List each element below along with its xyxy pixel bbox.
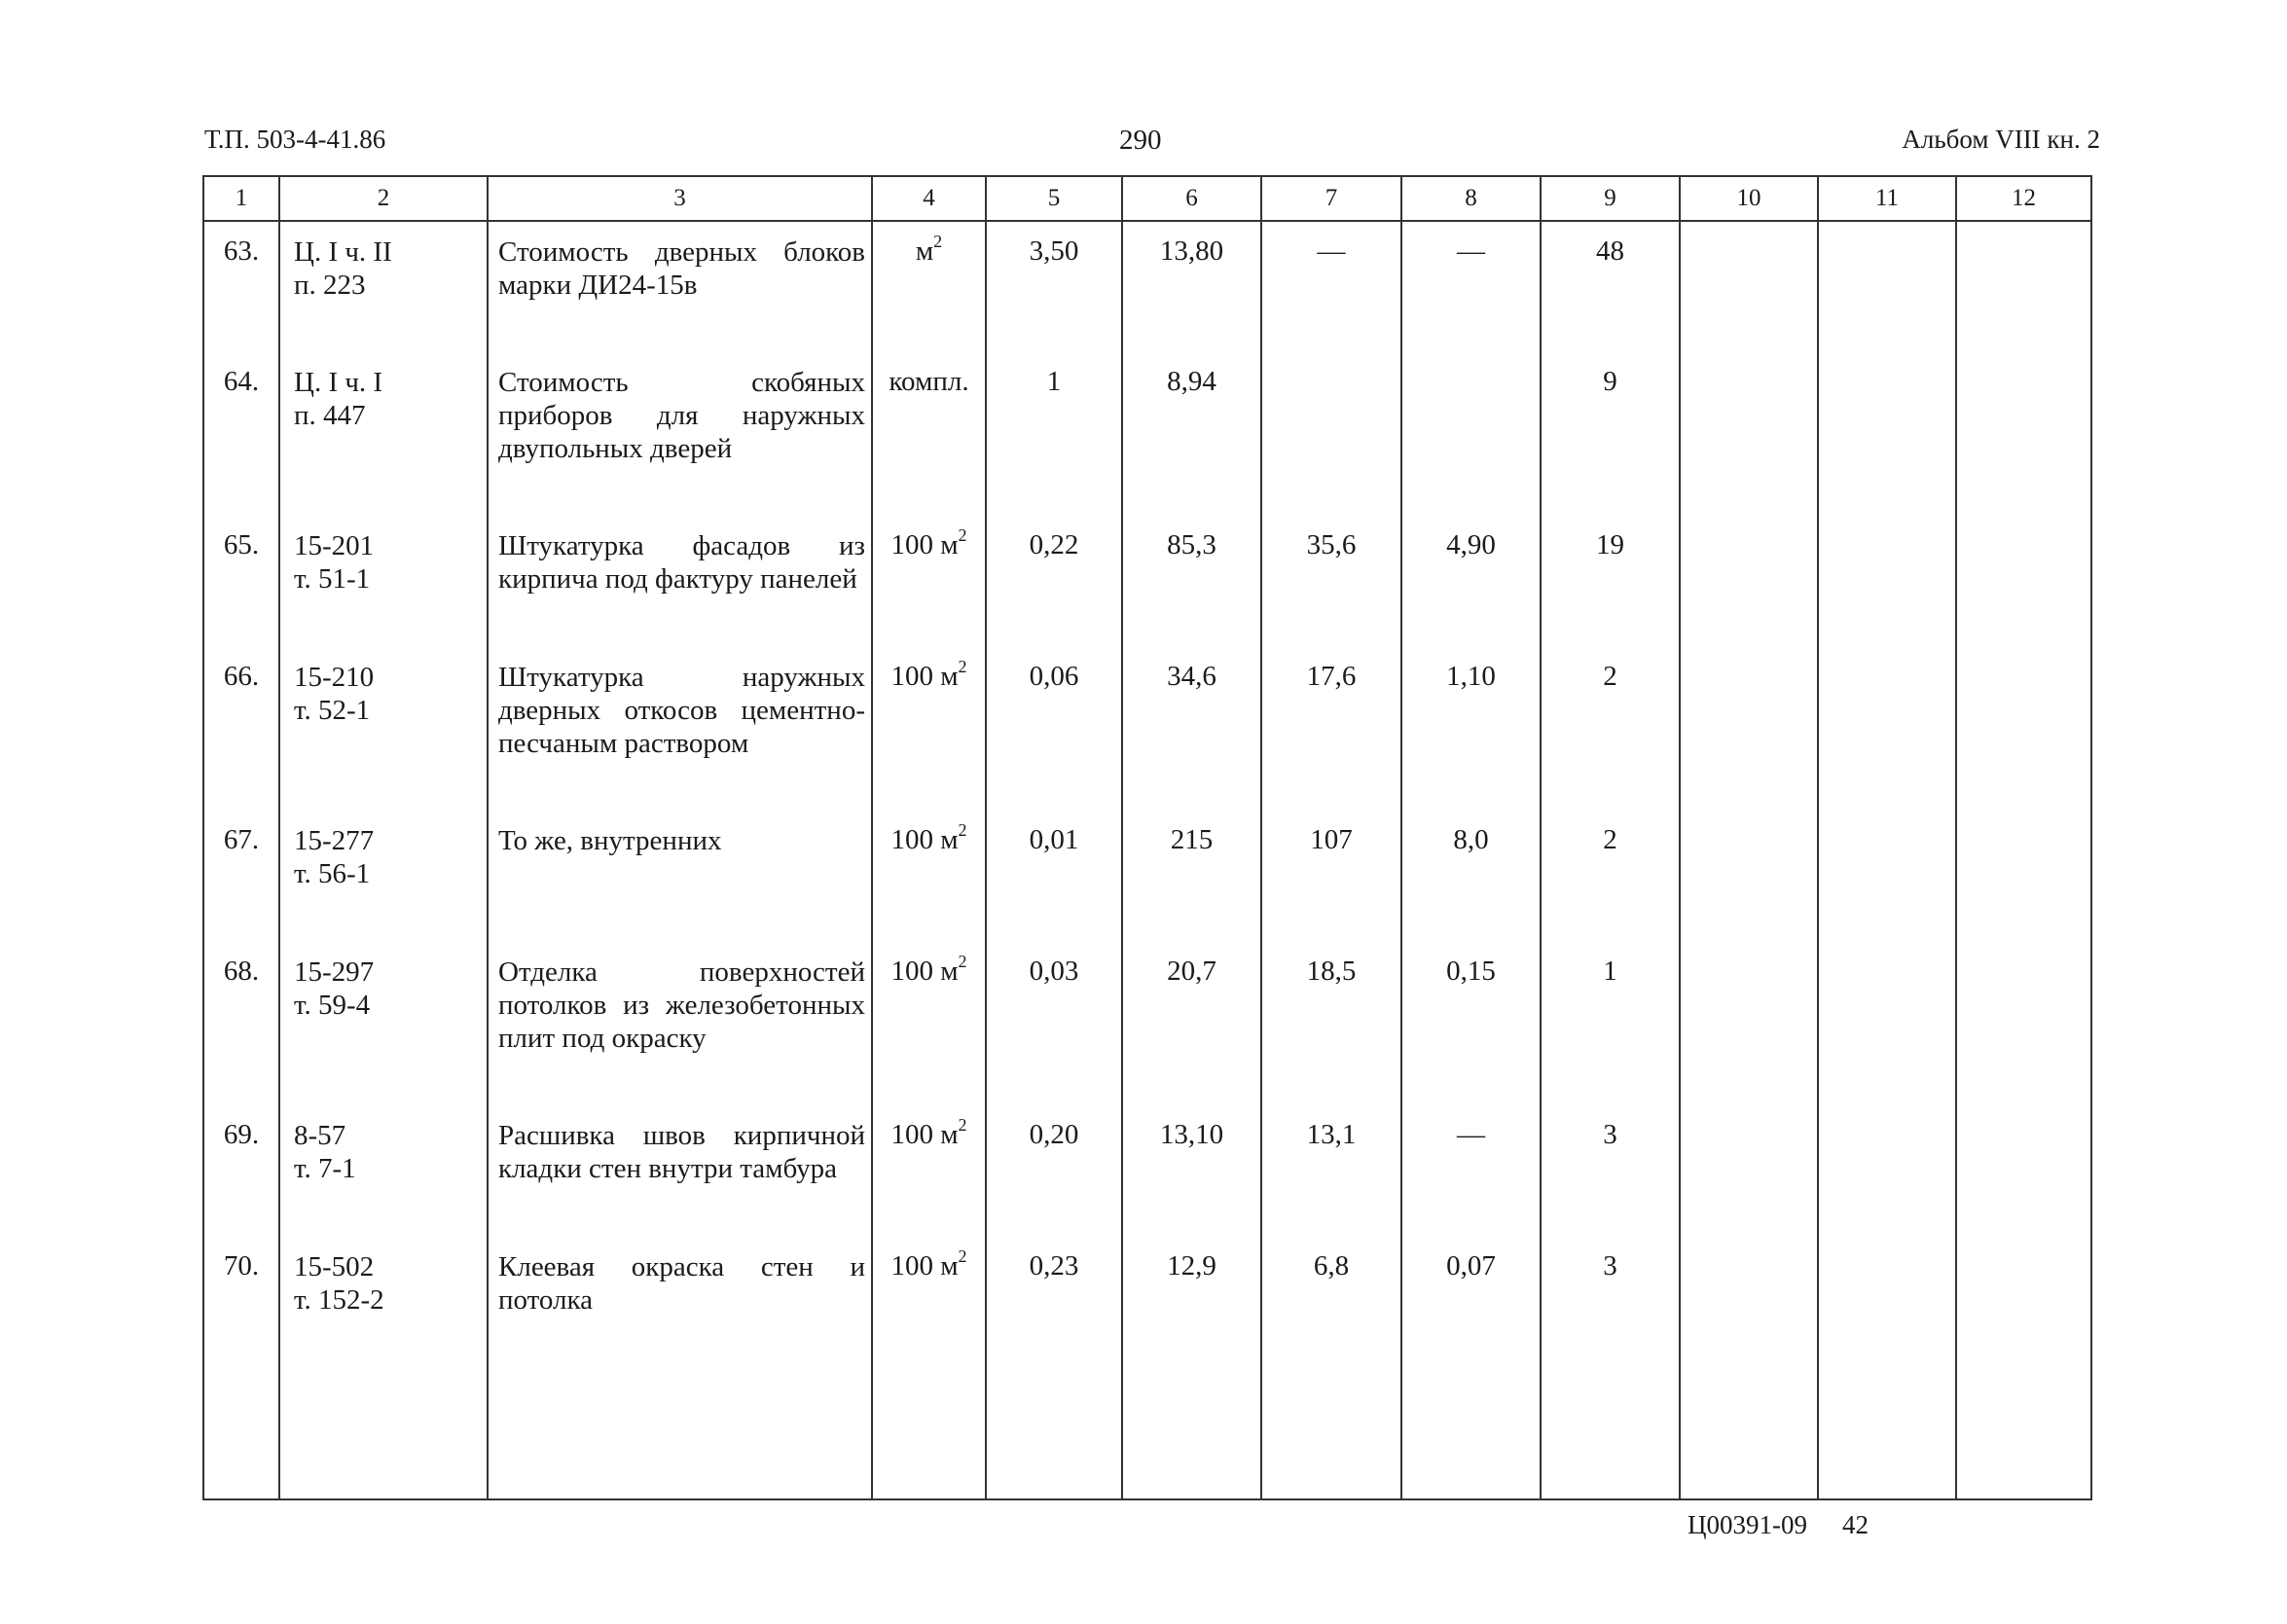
empty-cell [1818,516,1956,647]
empty-cell [1956,1237,2091,1368]
norm-reference [279,811,488,942]
empty-cell [1818,1105,1956,1237]
empty-cell [1680,1368,1818,1499]
norm-reference [279,1105,488,1237]
table-filler-row [203,1368,2091,1499]
norm-table: т. 152-2 [294,1284,384,1316]
empty-cell [872,1368,986,1499]
norm-table: т. 56-1 [294,858,371,889]
empty-cell [1956,1105,2091,1237]
work-description: Штукатурка наружных дверных откосов цементно-песчаным раствором [488,647,872,811]
empty-cell [1956,516,2091,647]
empty-cell [1680,1237,1818,1368]
row-number: 70. [203,1237,279,1368]
table-row [203,221,2091,352]
row-number: 63. [203,221,279,352]
norm-code: Ц. I ч. I [294,367,383,398]
norm-code: 15-277 [294,825,375,856]
table-row [203,1237,2091,1368]
machine-cost: 0,15 [1401,942,1541,1105]
document-code: Т.П. 503-4-41.86 [204,125,386,154]
norm-reference [279,942,488,1105]
unit: 100 м [890,1250,959,1281]
table-row [203,1105,2091,1237]
work-description: Штукатурка фасадов из кирпича под фактуру панелей [488,516,872,647]
total-cost: 9 [1541,352,1680,516]
empty-cell [1680,647,1818,811]
empty-cell [203,1368,279,1499]
table-row [203,811,2091,942]
norm-reference [279,1237,488,1368]
unit-cell [872,352,986,516]
empty-cell [1680,811,1818,942]
work-description: Клеевая окраска стен и потолка [488,1237,872,1368]
norm-code: 15-297 [294,956,375,988]
total-cost: 1 [1541,942,1680,1105]
machine-cost: 4,90 [1401,516,1541,647]
unit-exponent: 2 [958,820,967,840]
norm-table: п. 223 [294,270,366,301]
work-description: То же, внутренних [488,811,872,942]
empty-cell [1956,811,2091,942]
norm-code: 15-201 [294,530,375,561]
wages: — [1261,221,1401,352]
album-label: Альбом VIII кн. 2 [1902,125,2100,154]
unit-cost: 13,10 [1122,1105,1261,1237]
total-cost: 3 [1541,1105,1680,1237]
machine-cost: 8,0 [1401,811,1541,942]
empty-cell [1680,942,1818,1105]
work-description: Стоимость скобяных приборов для наружных двупольных дверей [488,352,872,516]
empty-cell [1956,221,2091,352]
empty-cell [1956,647,2091,811]
norm-table: т. 51-1 [294,563,371,595]
empty-cell [1956,352,2091,516]
unit-exponent: 2 [933,232,943,251]
column-header: 1 [203,176,279,221]
quantity: 0,01 [986,811,1122,942]
empty-cell [1541,1368,1680,1499]
column-header: 10 [1680,176,1818,221]
column-header: 5 [986,176,1122,221]
estimate-table [202,175,2092,1500]
column-header: 3 [488,176,872,221]
wages: 13,1 [1261,1105,1401,1237]
total-cost: 2 [1541,811,1680,942]
unit-cell [872,516,986,647]
quantity: 3,50 [986,221,1122,352]
quantity: 0,03 [986,942,1122,1105]
wages: 107 [1261,811,1401,942]
empty-cell [1680,1105,1818,1237]
norm-reference [279,647,488,811]
unit-cell [872,942,986,1105]
empty-cell [1818,811,1956,942]
total-cost: 3 [1541,1237,1680,1368]
column-header: 6 [1122,176,1261,221]
column-header: 7 [1261,176,1401,221]
unit-cost: 20,7 [1122,942,1261,1105]
machine-cost: — [1401,221,1541,352]
table-row [203,647,2091,811]
column-header: 11 [1818,176,1956,221]
row-number: 69. [203,1105,279,1237]
column-header: 4 [872,176,986,221]
table-row [203,942,2091,1105]
footer-code: Ц00391-09 [1688,1510,1807,1539]
page-number: 290 [1119,125,1162,156]
quantity: 0,22 [986,516,1122,647]
unit: м [915,235,934,267]
quantity: 0,20 [986,1105,1122,1237]
table-row [203,516,2091,647]
unit-cost: 8,94 [1122,352,1261,516]
unit: 100 м [890,529,959,560]
norm-reference [279,352,488,516]
row-number: 66. [203,647,279,811]
work-description: Стоимость дверных блоков марки ДИ24-15в [488,221,872,352]
unit: 100 м [890,1119,959,1150]
empty-cell [1818,942,1956,1105]
unit: компл. [889,366,969,397]
wages: 35,6 [1261,516,1401,647]
empty-cell [986,1368,1122,1499]
column-header: 12 [1956,176,2091,221]
unit: 100 м [890,824,959,855]
unit-exponent: 2 [958,1246,967,1266]
empty-cell [1818,352,1956,516]
norm-code: 8-57 [294,1120,346,1151]
unit-cost: 13,80 [1122,221,1261,352]
total-cost: 19 [1541,516,1680,647]
wages: 17,6 [1261,647,1401,811]
row-number: 67. [203,811,279,942]
row-number: 65. [203,516,279,647]
empty-cell [1401,1368,1541,1499]
norm-reference [279,516,488,647]
unit-cost: 215 [1122,811,1261,942]
work-description: Расшивка швов кирпичной кладки стен внутри тамбура [488,1105,872,1237]
unit: 100 м [890,956,959,987]
total-cost: 2 [1541,647,1680,811]
empty-cell [1818,221,1956,352]
empty-cell [1818,647,1956,811]
empty-cell [1680,221,1818,352]
total-cost: 48 [1541,221,1680,352]
norm-table: т. 52-1 [294,695,371,726]
wages: 18,5 [1261,942,1401,1105]
column-header: 9 [1541,176,1680,221]
unit-exponent: 2 [958,952,967,971]
machine-cost: 0,07 [1401,1237,1541,1368]
unit-exponent: 2 [958,657,967,676]
column-header: 8 [1401,176,1541,221]
empty-cell [279,1368,488,1499]
unit-cost: 34,6 [1122,647,1261,811]
empty-cell [1680,352,1818,516]
empty-cell [1818,1237,1956,1368]
unit-exponent: 2 [958,1115,967,1135]
norm-table: п. 447 [294,400,366,431]
empty-cell [1122,1368,1261,1499]
row-number: 64. [203,352,279,516]
empty-cell [1818,1368,1956,1499]
norm-code: 15-502 [294,1251,375,1282]
wages [1261,352,1401,516]
unit-exponent: 2 [958,525,967,545]
quantity: 0,06 [986,647,1122,811]
empty-cell [1956,1368,2091,1499]
footer-page: 42 [1842,1510,1869,1539]
machine-cost: 1,10 [1401,647,1541,811]
work-description: Отделка поверхностей потолков из железобетонных плит под окраску [488,942,872,1105]
norm-code: Ц. I ч. II [294,236,392,268]
unit-cost: 85,3 [1122,516,1261,647]
norm-table: т. 59-4 [294,990,371,1021]
wages: 6,8 [1261,1237,1401,1368]
empty-cell [1956,942,2091,1105]
column-number-row [203,176,2091,221]
unit-cell [872,1105,986,1237]
unit-cell [872,811,986,942]
quantity: 0,23 [986,1237,1122,1368]
machine-cost [1401,352,1541,516]
unit-cell [872,1237,986,1368]
empty-cell [1680,516,1818,647]
column-header: 2 [279,176,488,221]
norm-reference [279,221,488,352]
unit: 100 м [890,661,959,692]
table-row [203,352,2091,516]
quantity: 1 [986,352,1122,516]
unit-cell [872,221,986,352]
empty-cell [488,1368,872,1499]
norm-code: 15-210 [294,662,375,693]
empty-cell [1261,1368,1401,1499]
unit-cell [872,647,986,811]
norm-table: т. 7-1 [294,1153,356,1184]
row-number: 68. [203,942,279,1105]
unit-cost: 12,9 [1122,1237,1261,1368]
machine-cost: — [1401,1105,1541,1237]
